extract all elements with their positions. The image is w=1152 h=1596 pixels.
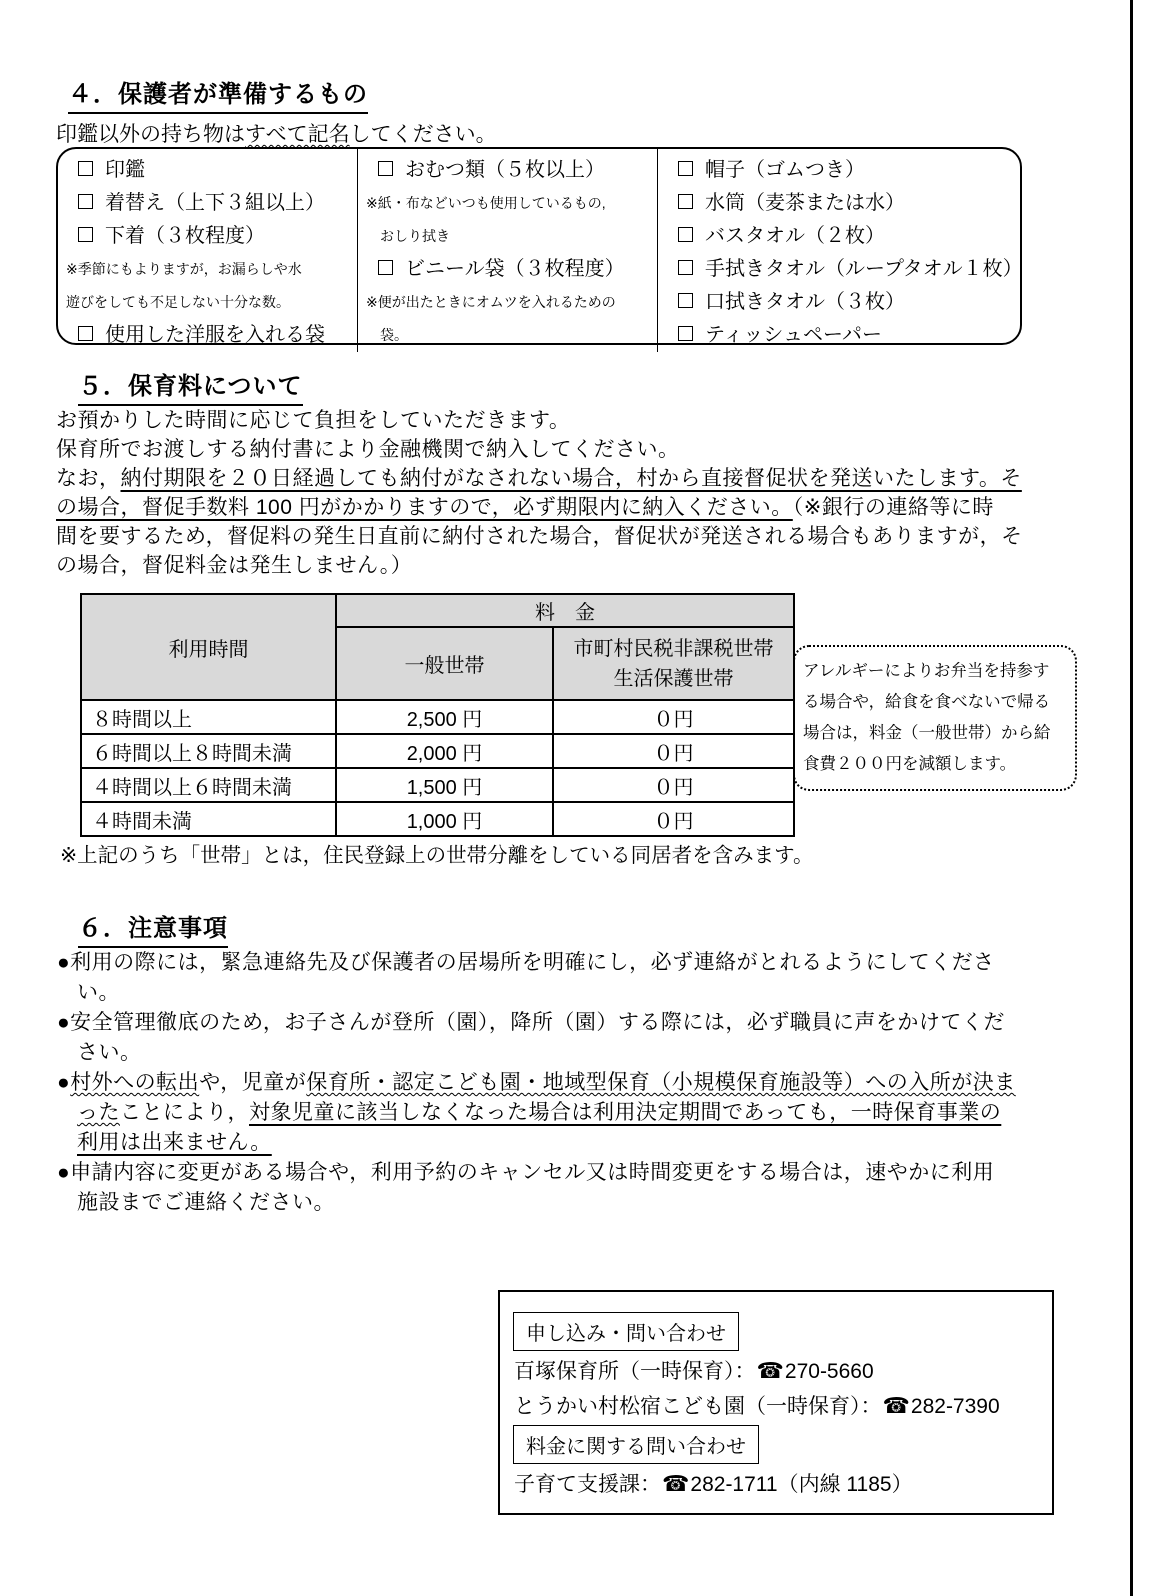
callout-line: 食費２００円を減額します。 [803, 755, 1017, 773]
checklist-item-label: 印鑑 [105, 159, 145, 181]
phone-icon: ☎ [756, 1358, 784, 1383]
text-segment: や，児童が [199, 1071, 307, 1094]
fee-general-cell: 2,500 円 [336, 700, 553, 734]
paragraph-line [56, 551, 1023, 580]
text-segment: （※銀行の連絡等に時 [792, 496, 994, 519]
checklist-item-label: バスタオル（２枚） [705, 225, 885, 247]
fee-table-row [81, 768, 794, 802]
checkbox-icon [378, 161, 393, 176]
checklist-column-3 [657, 149, 1023, 352]
fee-table-group-header: 料 金 [336, 594, 794, 627]
text-segment: ことにより， [120, 1101, 249, 1124]
text-segment: さい。 [77, 1041, 142, 1064]
text-segment: の場合，督促料金は発生しません。） [56, 554, 413, 577]
fee-general-cell: 2,000 円 [336, 734, 553, 768]
checklist-item [58, 220, 357, 253]
fee-time-cell: ８時間以上 [81, 700, 336, 734]
checkbox-icon [78, 227, 93, 242]
checklist-item-label: 使用した洋服を入れる袋 [105, 324, 325, 346]
checkbox-icon [78, 326, 93, 341]
checklist-item-label: 下着（３枚程度） [105, 225, 265, 247]
page-edge-line [1130, 0, 1133, 1596]
checkbox-icon [678, 194, 693, 209]
checklist-item [658, 319, 1020, 352]
checklist-note: ※季節にもよりますが，お漏らしや水 [66, 261, 302, 277]
fee-time-cell: ６時間以上８時間未満 [81, 734, 336, 768]
checklist-column-1 [58, 149, 357, 352]
note-line [57, 978, 1016, 1008]
section5-paragraph [56, 406, 1023, 580]
checklist-item [658, 220, 1020, 253]
text-segment: なお， [56, 467, 121, 490]
fee-table-time-header: 利用時間 [81, 594, 336, 700]
text-segment: 施設までご連絡ください。 [77, 1191, 335, 1214]
text-segment: 納付期限を２０日経過しても納付がなされない場合，村から直接督促状を発送いたします。そ [120, 467, 1022, 490]
text-segment: ●申請内容に変更がある場合や，利用予約のキャンセル又は時間変更をする場合は，速やかに利用 [57, 1161, 995, 1184]
text-segment: ●安全管理徹底のため，お子さんが登所（園），降所（園）する際には，必ず職員に声をかけてくだ [57, 1011, 1005, 1034]
contact-number: 270-5660 [784, 1360, 874, 1383]
section6-notes [57, 948, 1016, 1218]
text-segment: 利用は出来ません。 [77, 1131, 272, 1154]
paragraph-line [56, 522, 1023, 551]
checkbox-icon [78, 194, 93, 209]
checklist-item [658, 187, 1020, 220]
contact-entry [514, 1468, 913, 1498]
fee-table-row [81, 734, 794, 768]
checklist-item [58, 154, 357, 187]
fee-inquiry-label: 料金に関する問い合わせ [513, 1425, 759, 1464]
checklist-item [658, 286, 1020, 319]
fee-table [80, 593, 795, 837]
text-segment: 間を要するため，督促料の発生日直前に納付された場合，督促状が発送される場合もありますが，そ [56, 525, 1023, 548]
text-segment: 保育所・認定こども園・地域型保育（小規模保育施設等）への入所が決ま [306, 1071, 1016, 1094]
contact-entry [514, 1390, 1000, 1420]
phone-icon: ☎ [662, 1471, 690, 1496]
section4-heading: ４．保護者が準備するもの [68, 74, 368, 114]
checklist-item [358, 154, 657, 187]
checkbox-icon [678, 227, 693, 242]
checklist-item [358, 253, 657, 286]
fee-table-row [81, 802, 794, 836]
paragraph-line [56, 406, 1023, 435]
fee-table-exempt-header [553, 627, 794, 700]
fee-time-cell: ４時間以上６時間未満 [81, 768, 336, 802]
section4-intro [56, 118, 497, 148]
checklist-item-label: 手拭きタオル（ループタオル１枚） [705, 258, 1023, 280]
contact-label: 子育て支援課： [514, 1473, 661, 1496]
fee-exempt-cell: ０円 [553, 734, 794, 768]
text-segment: してください。 [349, 123, 497, 146]
text-segment: った [77, 1101, 120, 1124]
text-segment: お預かりした時間に応じて負担をしていただきます。 [56, 409, 571, 432]
fee-exempt-cell: ０円 [553, 802, 794, 836]
apply-inquiry-label: 申し込み・問い合わせ [513, 1312, 739, 1351]
allergy-callout [793, 645, 1077, 791]
checkbox-icon [78, 161, 93, 176]
phone-icon: ☎ [882, 1393, 910, 1418]
fee-table-general-header: 一般世帯 [336, 627, 553, 700]
text-segment: 対象児童に該当しなくなった場合は利用決定期間であっても，一時保育事業の [249, 1101, 1002, 1124]
fee-general-cell: 1,000 円 [336, 802, 553, 836]
checklist-note: おしり拭き [380, 228, 450, 244]
text-segment: 村外への転出 [70, 1071, 200, 1094]
checklist-item-label: 水筒（麦茶または水） [705, 192, 905, 214]
text-segment: 印鑑以外の持ち物は [56, 123, 245, 146]
paragraph-line [56, 435, 1023, 464]
fee-exempt-cell: ０円 [553, 700, 794, 734]
fee-general-cell: 1,500 円 [336, 768, 553, 802]
checkbox-icon [678, 161, 693, 176]
text-segment: い。 [77, 981, 120, 1004]
contact-box [498, 1290, 1054, 1515]
text-segment: すべて記名 [245, 123, 350, 146]
checklist-item-label: ビニール袋（３枚程度） [405, 258, 625, 280]
section6-heading: ６．注意事項 [78, 908, 228, 948]
note-line [57, 1128, 1016, 1158]
note-line [57, 1038, 1016, 1068]
note-line [57, 1188, 1016, 1218]
contact-entry [514, 1355, 874, 1385]
note-line [57, 1008, 1016, 1038]
checklist-item-label: ティッシュペーパー [705, 324, 882, 346]
callout-line: アレルギーによりお弁当を持参す [803, 662, 1050, 680]
fee-table-exempt-header-line1: 市町村民税非課税世帯 [573, 637, 774, 660]
checklist-item-label: 帽子（ゴムつき） [705, 159, 865, 181]
paragraph-line [56, 493, 1023, 522]
checklist-item [658, 154, 1020, 187]
text-segment: の場合，督促手数料 100 円がかかりますので，必ず期限内に納入ください。 [56, 496, 793, 519]
fee-time-cell: ４時間未満 [81, 802, 336, 836]
fee-exempt-cell: ０円 [553, 768, 794, 802]
text-segment: ●利用の際には，緊急連絡先及び保護者の居場所を明確にし，必ず連絡がとれるようにしてくださ [57, 951, 995, 974]
contact-number: 282-1711（内線 1185） [690, 1473, 913, 1496]
checklist-item-label: おむつ類（５枚以上） [405, 159, 605, 181]
checkbox-icon [678, 326, 693, 341]
note-line [57, 948, 1016, 978]
checklist-note: 袋。 [380, 327, 408, 343]
checklist-item [58, 319, 357, 352]
checklist-item [658, 253, 1023, 286]
text-segment: 保育所でお渡しする納付書により金融機関で納入してください。 [56, 438, 680, 461]
contact-label: 百塚保育所（一時保育）： [514, 1360, 756, 1383]
contact-number: 282-7390 [910, 1395, 1000, 1418]
section5-heading: ５．保育料について [78, 366, 303, 406]
callout-line: 場合は，料金（一般世帯）から給 [803, 724, 1051, 742]
checkbox-icon [678, 260, 693, 275]
checklist-item-label: 着替え（上下３組以上） [105, 192, 325, 214]
checklist-note: ※紙・布などいつも使用しているもの, [366, 195, 606, 211]
checklist-note: ※便が出たときにオムツを入れるための [366, 294, 616, 310]
note-line [57, 1158, 1016, 1188]
note-line [57, 1098, 1016, 1128]
contact-label: とうかい村松宿こども園（一時保育）： [514, 1395, 882, 1418]
checklist-note: 遊びをしても不足しない十分な数。 [66, 294, 290, 310]
household-note: ※上記のうち「世帯」とは，住民登録上の世帯分離をしている同居者を含みます。 [60, 844, 814, 867]
checkbox-icon [378, 260, 393, 275]
callout-line: る場合や，給食を食べないで帰る [803, 693, 1051, 711]
checklist-box [56, 147, 1022, 345]
note-line [57, 1068, 1016, 1098]
text-segment: ● [57, 1071, 71, 1094]
checklist-item [58, 187, 357, 220]
fee-table-row [81, 700, 794, 734]
paragraph-line [56, 464, 1023, 493]
checklist-column-2 [357, 149, 657, 352]
fee-table-exempt-header-line2: 生活保護世帯 [613, 667, 734, 690]
checkbox-icon [678, 293, 693, 308]
checklist-item-label: 口拭きタオル（３枚） [705, 291, 905, 313]
